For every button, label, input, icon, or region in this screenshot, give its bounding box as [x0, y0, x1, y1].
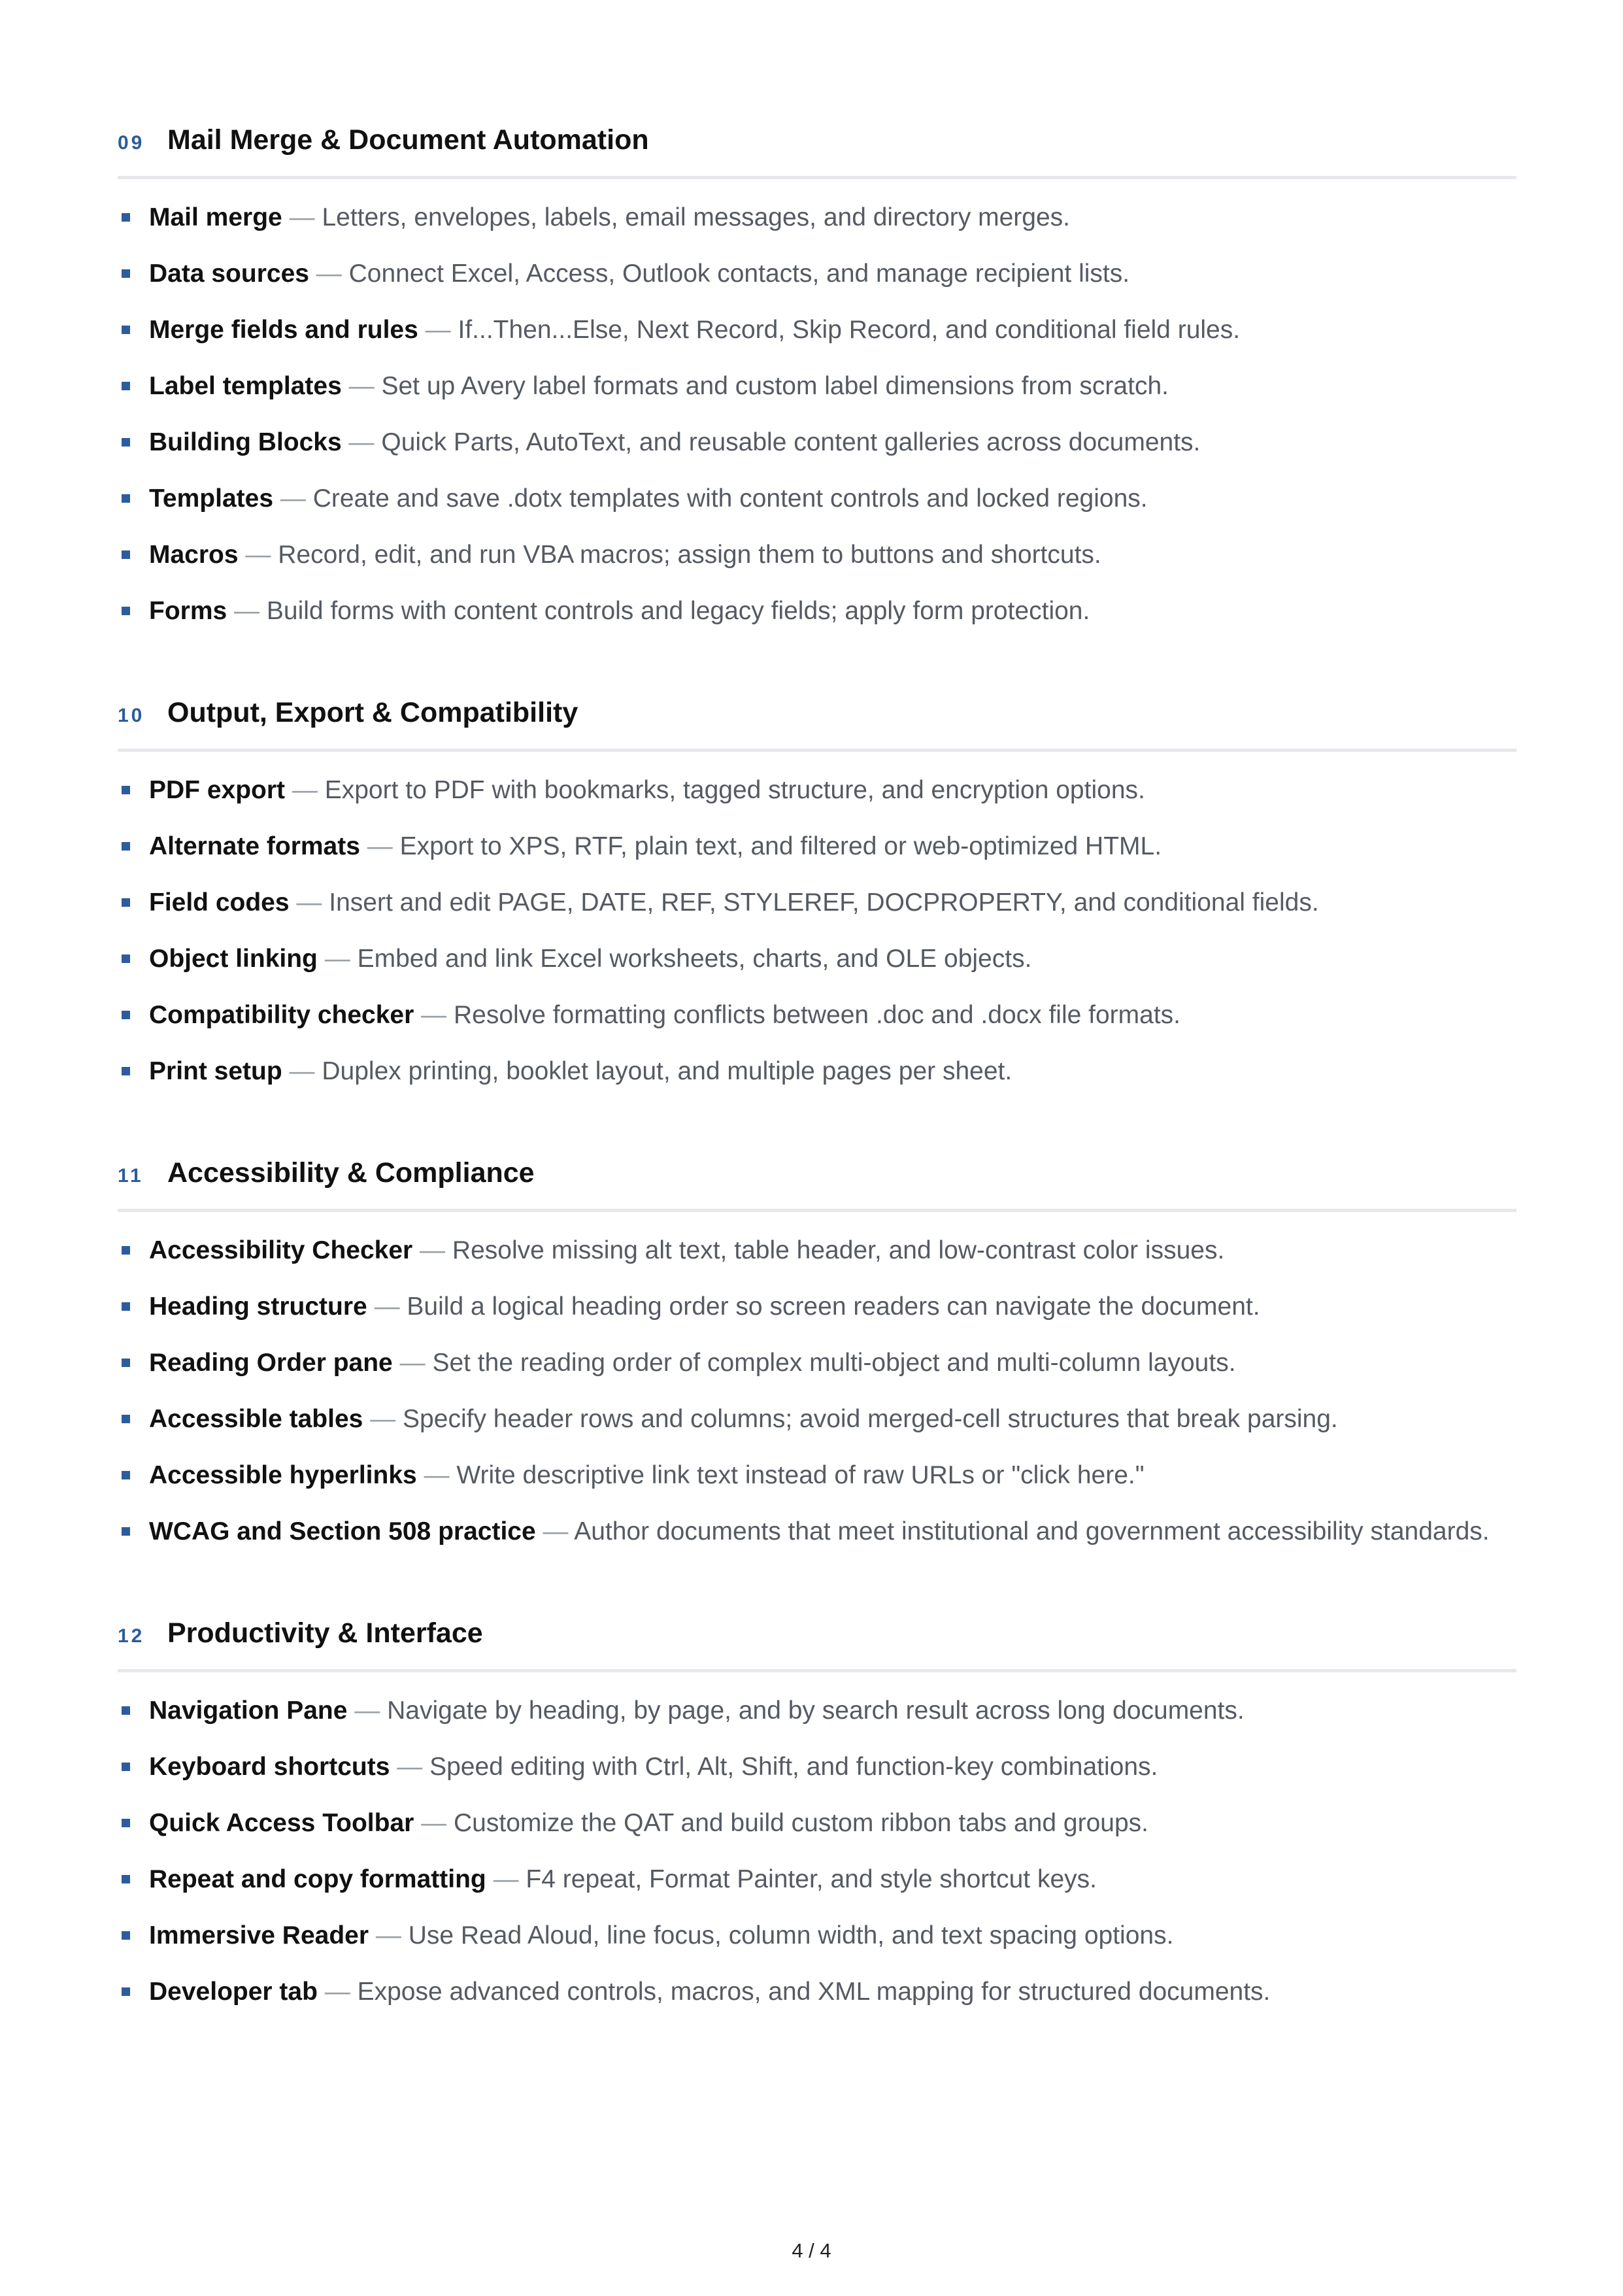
item-separator: — [421, 1809, 447, 1837]
list-item [118, 1858, 1516, 1900]
item-separator: — [424, 1461, 450, 1489]
item-term: Field codes [149, 888, 290, 917]
bullet-square-icon [122, 1415, 130, 1423]
bullet-square-icon [122, 1706, 130, 1715]
bullet-square-icon [122, 382, 130, 390]
list-item [118, 769, 1516, 811]
section-item-list [118, 769, 1516, 1092]
list-item [118, 1285, 1516, 1328]
item-term: Accessible hyperlinks [149, 1461, 417, 1489]
section-number: 11 [118, 1165, 144, 1187]
bullet-square-icon [122, 213, 130, 222]
bullet-square-icon [122, 1359, 130, 1367]
item-separator: — [324, 945, 350, 973]
bullet-square-icon [122, 898, 130, 907]
list-item [118, 1342, 1516, 1384]
section-productivity [118, 1617, 1516, 2013]
item-separator: — [370, 1405, 396, 1433]
bullet-square-icon [122, 1987, 130, 1996]
item-term: Navigation Pane [149, 1697, 348, 1725]
item-term: Building Blocks [149, 428, 342, 456]
item-description: Author documents that meet institutional and government accessibility standards. [574, 1517, 1490, 1545]
section-title: Output, Export & Compatibility [167, 697, 578, 728]
list-item [118, 1510, 1516, 1553]
list-item [118, 1970, 1516, 2013]
item-term: Merge fields and rules [149, 316, 418, 344]
section-header [118, 1157, 1516, 1212]
item-separator: — [296, 888, 322, 917]
item-separator: — [421, 1001, 447, 1029]
bullet-square-icon [122, 1819, 130, 1827]
item-term: Repeat and copy formatting [149, 1865, 486, 1893]
item-term: Macros [149, 541, 239, 569]
item-separator: — [367, 832, 393, 860]
list-item [118, 196, 1516, 239]
item-description: Specify header rows and columns; avoid merged-cell structures that break parsing. [403, 1405, 1338, 1433]
bullet-square-icon [122, 1067, 130, 1075]
list-item [118, 1689, 1516, 1732]
item-term: Reading Order pane [149, 1349, 393, 1377]
section-item-list [118, 196, 1516, 632]
bullet-square-icon [122, 326, 130, 334]
bullet-square-icon [122, 1471, 130, 1479]
item-term: Forms [149, 597, 227, 625]
item-separator: — [493, 1865, 519, 1893]
item-description: Expose advanced controls, macros, and XML mapping for structured documents. [357, 1978, 1271, 2006]
item-description: Build a logical heading order so screen readers can navigate the document. [407, 1292, 1260, 1321]
item-separator: — [543, 1517, 569, 1545]
item-separator: — [354, 1697, 380, 1725]
section-number: 09 [118, 132, 145, 154]
item-term: WCAG and Section 508 practice [149, 1517, 536, 1545]
item-description: Set up Avery label formats and custom label dimensions from scratch. [381, 372, 1169, 400]
item-separator: — [348, 372, 375, 400]
item-term: Alternate formats [149, 832, 360, 860]
list-item [118, 937, 1516, 980]
section-number: 10 [118, 705, 145, 726]
item-description: Create and save .dotx templates with content controls and locked regions. [312, 484, 1148, 513]
item-term: Compatibility checker [149, 1001, 414, 1029]
item-description: Resolve formatting conflicts between .doc and .docx file formats. [453, 1001, 1181, 1029]
bullet-square-icon [122, 1246, 130, 1255]
section-title: Productivity & Interface [167, 1617, 483, 1649]
item-separator: — [324, 1978, 350, 2006]
list-item [118, 533, 1516, 576]
item-separator: — [245, 541, 271, 569]
bullet-square-icon [122, 954, 130, 963]
item-term: Mail merge [149, 203, 282, 231]
bullet-square-icon [122, 607, 130, 615]
section-title: Mail Merge & Document Automation [167, 124, 649, 156]
bullet-square-icon [122, 1931, 130, 1940]
item-separator: — [420, 1236, 446, 1264]
bullet-square-icon [122, 269, 130, 278]
list-item [118, 309, 1516, 351]
item-term: Accessible tables [149, 1405, 363, 1433]
item-term: Accessibility Checker [149, 1236, 413, 1264]
item-description: Use Read Aloud, line focus, column width, and text spacing options. [408, 1921, 1174, 1950]
section-item-list [118, 1229, 1516, 1553]
list-item [118, 252, 1516, 295]
item-description: Speed editing with Ctrl, Alt, Shift, and function-key combinations. [429, 1753, 1158, 1781]
item-description: Connect Excel, Access, Outlook contacts, and manage recipient lists. [348, 260, 1130, 288]
page-indicator: 4 / 4 [792, 2239, 831, 2262]
section-header [118, 1617, 1516, 1672]
item-description: Record, edit, and run VBA macros; assign them to buttons and shortcuts. [278, 541, 1101, 569]
section-header [118, 124, 1516, 179]
section-header [118, 697, 1516, 752]
list-item [118, 1746, 1516, 1788]
item-separator: — [397, 1753, 423, 1781]
item-description: Duplex printing, booklet layout, and multiple pages per sheet. [322, 1057, 1012, 1085]
item-term: Quick Access Toolbar [149, 1809, 414, 1837]
item-term: Data sources [149, 260, 309, 288]
section-number: 12 [118, 1625, 145, 1647]
item-description: If...Then...Else, Next Record, Skip Record, and conditional field rules. [458, 316, 1241, 344]
item-description: Resolve missing alt text, table header, and low-contrast color issues. [452, 1236, 1225, 1264]
item-description: Customize the QAT and build custom ribbon tabs and groups. [454, 1809, 1148, 1837]
list-item [118, 365, 1516, 407]
item-term: Print setup [149, 1057, 282, 1085]
item-separator: — [375, 1921, 401, 1950]
bullet-square-icon [122, 438, 130, 447]
item-description: Write descriptive link text instead of raw URLs or "click here." [456, 1461, 1145, 1489]
item-term: Templates [149, 484, 274, 513]
item-separator: — [348, 428, 375, 456]
document-page [118, 124, 1516, 2078]
bullet-square-icon [122, 494, 130, 503]
item-separator: — [280, 484, 306, 513]
section-accessibility [118, 1157, 1516, 1553]
bullet-square-icon [122, 1527, 130, 1536]
section-mail-merge [118, 124, 1516, 632]
item-term: Developer tab [149, 1978, 318, 2006]
item-term: Heading structure [149, 1292, 367, 1321]
item-description: Build forms with content controls and legacy fields; apply form protection. [266, 597, 1090, 625]
item-term: Label templates [149, 372, 342, 400]
item-separator: — [289, 203, 315, 231]
section-output-export [118, 697, 1516, 1092]
item-description: Quick Parts, AutoText, and reusable content galleries across documents. [381, 428, 1201, 456]
item-separator: — [425, 316, 451, 344]
item-separator: — [399, 1349, 426, 1377]
list-item [118, 1454, 1516, 1496]
bullet-square-icon [122, 1875, 130, 1883]
list-item [118, 1398, 1516, 1440]
list-item [118, 590, 1516, 632]
item-description: Letters, envelopes, labels, email messages, and directory merges. [322, 203, 1070, 231]
list-item [118, 825, 1516, 868]
item-description: Export to PDF with bookmarks, tagged structure, and encryption options. [324, 776, 1145, 804]
list-item [118, 1914, 1516, 1957]
item-term: Immersive Reader [149, 1921, 369, 1950]
list-item [118, 881, 1516, 924]
bullet-square-icon [122, 1302, 130, 1311]
list-item [118, 1802, 1516, 1844]
item-description: Embed and link Excel worksheets, charts, and OLE objects. [357, 945, 1032, 973]
list-item [118, 421, 1516, 464]
item-description: Export to XPS, RTF, plain text, and filtered or web-optimized HTML. [399, 832, 1162, 860]
section-title: Accessibility & Compliance [167, 1157, 535, 1189]
item-description: Navigate by heading, by page, and by search result across long documents. [387, 1697, 1245, 1725]
item-description: Set the reading order of complex multi-object and multi-column layouts. [432, 1349, 1236, 1377]
bullet-square-icon [122, 842, 130, 851]
bullet-square-icon [122, 550, 130, 559]
list-item [118, 994, 1516, 1036]
bullet-square-icon [122, 1763, 130, 1771]
list-item [118, 477, 1516, 520]
item-term: PDF export [149, 776, 286, 804]
item-term: Object linking [149, 945, 318, 973]
item-separator: — [289, 1057, 315, 1085]
bullet-square-icon [122, 786, 130, 794]
item-separator: — [234, 597, 260, 625]
item-description: Insert and edit PAGE, DATE, REF, STYLEREF, DOCPROPERTY, and conditional fields. [329, 888, 1319, 917]
item-separator: — [292, 776, 318, 804]
section-item-list [118, 1689, 1516, 2013]
item-description: F4 repeat, Format Painter, and style shortcut keys. [526, 1865, 1097, 1893]
item-separator: — [374, 1292, 400, 1321]
item-term: Keyboard shortcuts [149, 1753, 390, 1781]
item-separator: — [316, 260, 342, 288]
bullet-square-icon [122, 1011, 130, 1019]
list-item [118, 1050, 1516, 1092]
list-item [118, 1229, 1516, 1272]
